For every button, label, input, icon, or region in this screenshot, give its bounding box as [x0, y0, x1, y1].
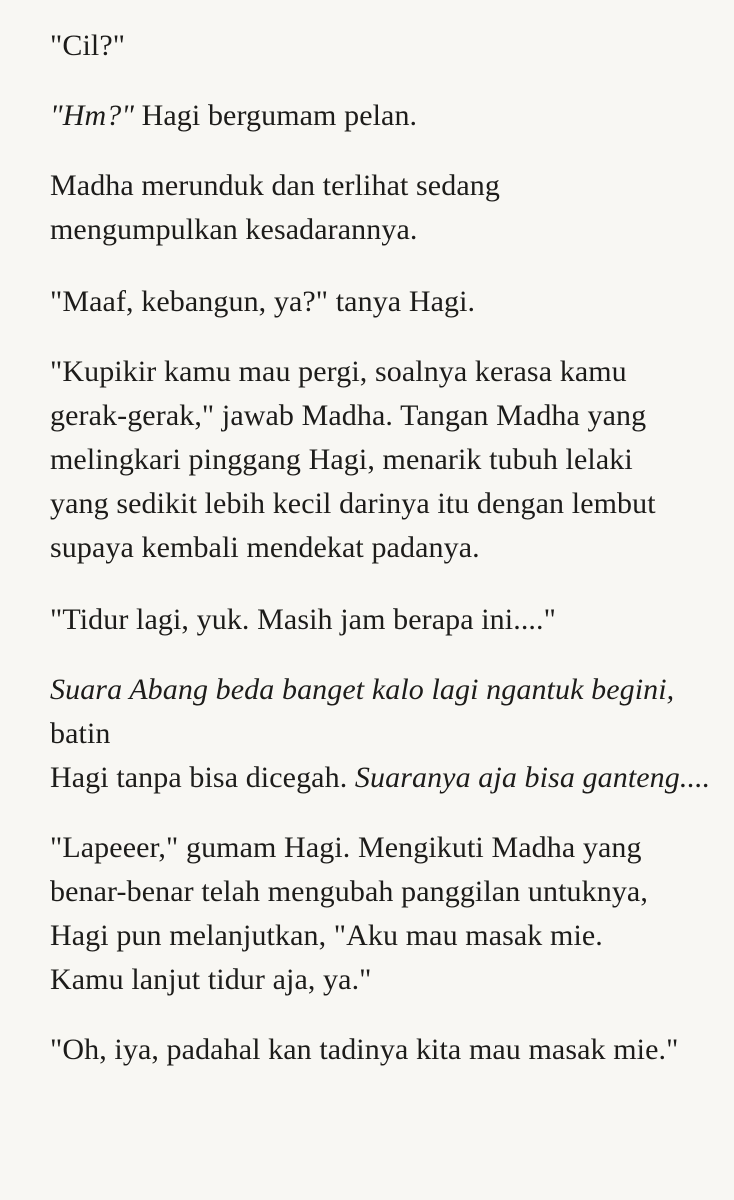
- dialogue-paragraph: [50, 94, 734, 138]
- paragraph-text: "Lapeeer," gumam Hagi. Mengikuti Madha yang benar-benar telah mengubah panggilan untuknya, Hagi pun melanjutkan, "Aku mau masak mie. Kamu lanjut tidur aja, ya.": [50, 831, 648, 996]
- dialogue-paragraph: [50, 280, 734, 324]
- dialogue-paragraph: [50, 24, 734, 68]
- paragraph-text: Hagi bergumam pelan.: [134, 99, 418, 132]
- dialogue-paragraph: [50, 826, 734, 1002]
- paragraph-text: "Maaf, kebangun, ya?" tanya Hagi.: [50, 285, 476, 318]
- dialogue-paragraph: [50, 598, 734, 642]
- italic-thought: Suaranya aja bisa ganteng....: [354, 761, 711, 794]
- paragraph-text: "Kupikir kamu mau pergi, soalnya kerasa kamu gerak-gerak," jawab Madha. Tangan Madha yang melingkari pinggang Hagi, menarik tubuh lelaki yang sedikit lebih kecil darinya itu dengan lembut supaya kembali mendekat padanya.: [50, 355, 656, 564]
- narration-paragraph: [50, 164, 734, 252]
- paragraph-text: "Oh, iya, padahal kan tadinya kita mau masak mie.": [50, 1033, 679, 1066]
- dialogue-paragraph: [50, 1028, 734, 1072]
- paragraph-text: "Tidur lagi, yuk. Masih jam berapa ini....": [50, 603, 556, 636]
- dialogue-paragraph: [50, 350, 734, 570]
- paragraph-text: Madha merunduk dan terlihat sedang mengumpulkan kesadarannya.: [50, 169, 500, 246]
- italic-dialogue: "Hm?": [50, 99, 135, 132]
- inner-thought-paragraph: [50, 668, 734, 800]
- paragraph-text: "Cil?": [50, 29, 126, 62]
- paragraph-text: batin Hagi tanpa bisa dicegah.: [50, 717, 348, 794]
- italic-thought: Suara Abang beda banget kalo lagi ngantuk begini,: [50, 673, 675, 706]
